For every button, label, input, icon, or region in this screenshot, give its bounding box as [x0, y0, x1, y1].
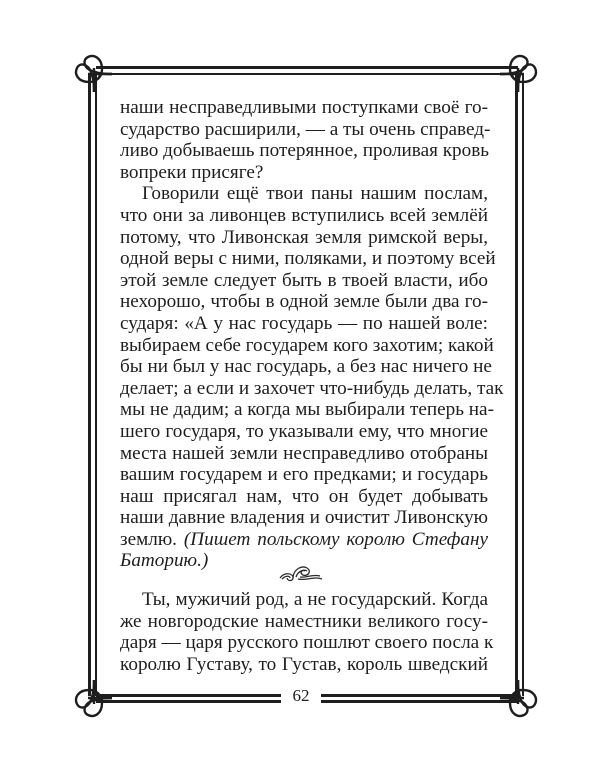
text-line: что они за ливонцев вступились всей землёй [120, 204, 488, 226]
frame-right-inner-line [522, 74, 525, 696]
text-line: мы не дадим; а когда мы выбирали теперь на- [120, 399, 494, 421]
frame-top-inner-line [96, 73, 518, 76]
text-fragment: землю. [120, 528, 184, 550]
text-line: сударя: «А у нас государь — по нашей воле: [120, 312, 488, 334]
text-line: же новгородские наместники великого госу- [120, 610, 488, 632]
knot-corner-top-left-icon [72, 52, 112, 92]
body-text-section-1 [120, 97, 504, 572]
text-line: сударство расширили, — а ты очень справед- [120, 118, 491, 140]
frame-bottom-inner-line-left [96, 700, 281, 703]
text-line: вашим государем и его предками; и государь [120, 464, 488, 486]
swirl-flourish-icon [276, 562, 326, 584]
text-line: даря — царя русского пошлют своего посла к [120, 632, 494, 654]
text-line: наши давние владения и очистит Ливонскую [120, 507, 488, 529]
attribution-note: (Пишет польскому королю Стефану [183, 528, 488, 550]
text-line-with-attribution [120, 529, 488, 551]
frame-bottom-inner-line-right [321, 700, 518, 703]
text-line: вопреки присяге? [120, 161, 264, 183]
text-line: наши несправедливыми поступками своё го- [120, 97, 488, 118]
body-text-section-2 [120, 589, 494, 675]
text-line: выбираем себе государем кого захотим; какой [120, 334, 494, 356]
text-line: нехорошо, чтобы в одной земле были два го- [120, 291, 488, 313]
text-line: шего государя, то указывали ему, что многие [120, 420, 488, 442]
text-line: ливо добываешь потерянное, проливая кровь [120, 140, 490, 162]
attribution-note-end: Баторию.) [120, 550, 209, 572]
knot-corner-bottom-left-icon [72, 680, 112, 720]
frame-bottom-outer-line-right [321, 694, 518, 697]
text-line: места нашей земли несправедливо отобраны [120, 442, 488, 464]
text-line: потому, что Ливонская земля римской веры, [120, 226, 488, 248]
text-line: одной веры с ними, поляками, и поэтому всей [120, 248, 496, 270]
frame-bottom-outer-line-left [96, 694, 281, 697]
knot-corner-top-right-icon [500, 52, 540, 92]
text-line: бы ни был у нас государь, а без нас ничего не [120, 356, 492, 378]
frame-top-outer-line [96, 66, 518, 69]
frame-right-outer-line [515, 74, 518, 696]
text-line: Ты, мужичий род, а не государский. Когда [142, 589, 488, 610]
page-number: 62 [284, 686, 318, 706]
text-line: наш присягал нам, что он будет добывать [120, 485, 488, 507]
frame-left-inner-line [95, 74, 98, 696]
text-line: этой земле следует быть в твоей власти, ибо [120, 269, 488, 291]
text-line: делает; а если и захочет что-нибудь делать, так [120, 377, 504, 399]
frame-left-outer-line [88, 74, 91, 696]
text-line: Говорили ещё твои паны нашим послам, [142, 183, 488, 205]
knot-corner-bottom-right-icon [500, 680, 540, 720]
text-line: королю Густаву, то Густав, король шведский [120, 653, 488, 675]
